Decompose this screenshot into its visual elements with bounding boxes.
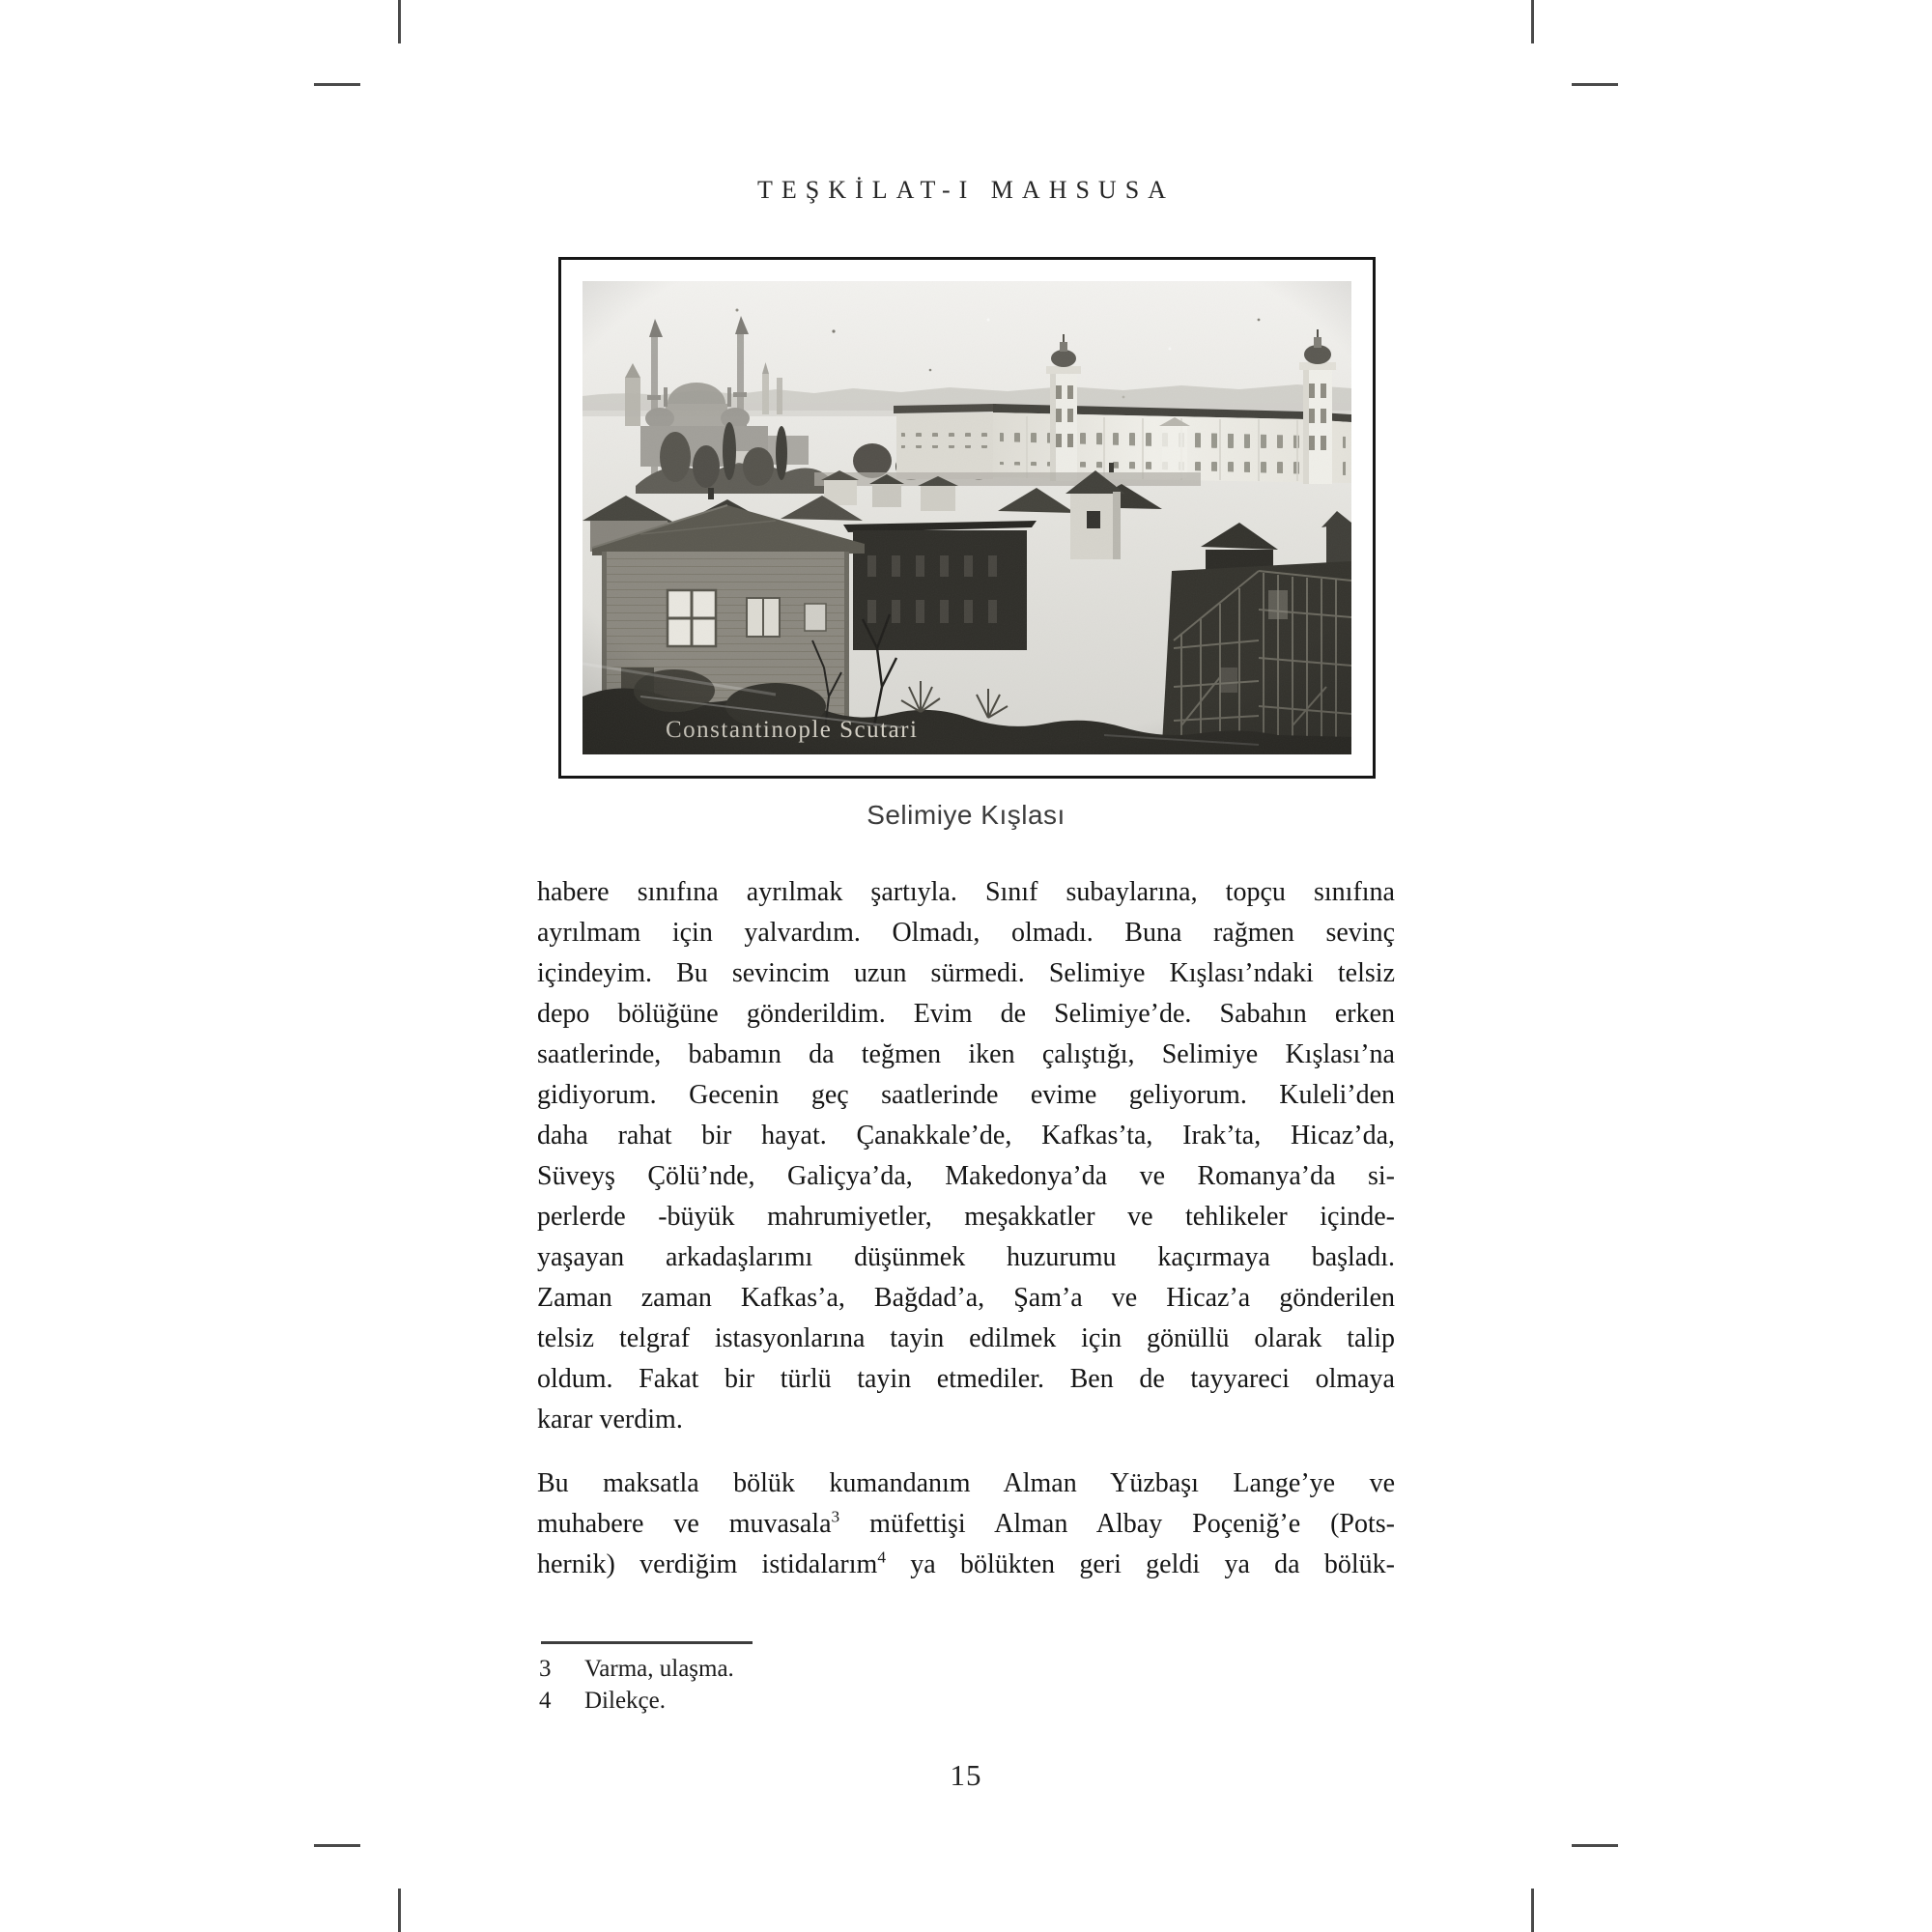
footnotes [539, 1653, 1215, 1717]
body-line: telsiz telgraf istasyonlarına tayin edilmek için gönüllü olarak talip [537, 1323, 1395, 1353]
body-line-segment: ya bölükten geri geldi ya da bölük- [886, 1549, 1395, 1579]
crop-mark-top-left-vertical [398, 0, 401, 43]
body-line [537, 1545, 1395, 1585]
body-line: depo bölüğüne gönderildim. Evim de Selimiye’de. Sabahın erken [537, 999, 1395, 1029]
body-line-segment: hernik) verdiğim istidalarım [537, 1549, 878, 1579]
photo-grain [582, 281, 1351, 754]
body-line: perlerde -büyük mahrumiyetler, meşakkatler ve tehlikeler içinde- [537, 1202, 1395, 1232]
photo-frame [558, 257, 1376, 779]
footnote-row [539, 1685, 1215, 1717]
running-head: TEŞKİLAT-I MAHSUSA [757, 176, 1175, 204]
body-text [537, 872, 1395, 1585]
paragraph-2 [537, 1463, 1395, 1585]
footnote-row [539, 1653, 1215, 1685]
body-line: daha rahat bir hayat. Çanakkale’de, Kafkas’ta, Irak’ta, Hicaz’da, [537, 1121, 1395, 1151]
body-line: içindeyim. Bu sevincim uzun sürmedi. Selimiye Kışlası’ndaki telsiz [537, 958, 1395, 988]
crop-mark-bottom-right-horizontal [1572, 1844, 1618, 1847]
page-number: 15 [950, 1758, 982, 1792]
footnote-text: Dilekçe. [584, 1688, 666, 1714]
footnote-ref-4: 4 [877, 1548, 886, 1567]
body-line-segment: müfettişi Alman Albay Poçeniğ’e (Pots- [839, 1509, 1395, 1539]
body-line-segment: muhabere ve muvasala [537, 1509, 832, 1539]
crop-mark-bottom-right-vertical [1531, 1889, 1534, 1932]
body-line: karar verdim. [537, 1405, 683, 1435]
body-line: habere sınıfına ayrılmak şartıyla. Sınıf subaylarına, topçu sınıfına [537, 877, 1395, 907]
footnote-ref-3: 3 [831, 1507, 840, 1526]
footnote-text: Varma, ulaşma. [584, 1656, 734, 1682]
crop-mark-top-right-horizontal [1572, 83, 1618, 86]
crop-mark-bottom-left-horizontal [314, 1844, 360, 1847]
body-line: Bu maksatla bölük kumandanım Alman Yüzbaşı Lange’ye ve [537, 1468, 1395, 1498]
footnote-rule [541, 1641, 753, 1644]
body-line: saatlerinde, babamın da teğmen iken çalıştığı, Selimiye Kışlası’na [537, 1039, 1395, 1069]
photo-caption: Selimiye Kışlası [867, 800, 1065, 830]
body-line: Süveyş Çölü’nde, Galiçya’da, Makedonya’da ve Romanya’da si- [537, 1161, 1395, 1191]
crop-mark-bottom-left-vertical [398, 1889, 401, 1932]
body-line: oldum. Fakat bir türlü tayin etmediler. Ben de tayyareci olmaya [537, 1364, 1395, 1394]
footnote-number: 4 [539, 1688, 552, 1714]
footnote-number: 3 [539, 1656, 552, 1682]
body-line [537, 1504, 1395, 1545]
crop-mark-top-right-vertical [1531, 0, 1534, 43]
body-line: Zaman zaman Kafkas’a, Bağdad’a, Şam’a ve Hicaz’a gönderilen [537, 1283, 1395, 1313]
body-line: yaşayan arkadaşlarımı düşünmek huzurumu kaçırmaya başladı. [537, 1242, 1395, 1272]
paragraph-1 [537, 872, 1395, 1440]
photo-selimiye-barracks [582, 281, 1351, 754]
body-line: ayrılmam için yalvardım. Olmadı, olmadı. Buna rağmen sevinç [537, 918, 1395, 948]
body-line: gidiyorum. Gecenin geç saatlerinde evime geliyorum. Kuleli’den [537, 1080, 1395, 1110]
crop-mark-top-left-horizontal [314, 83, 360, 86]
